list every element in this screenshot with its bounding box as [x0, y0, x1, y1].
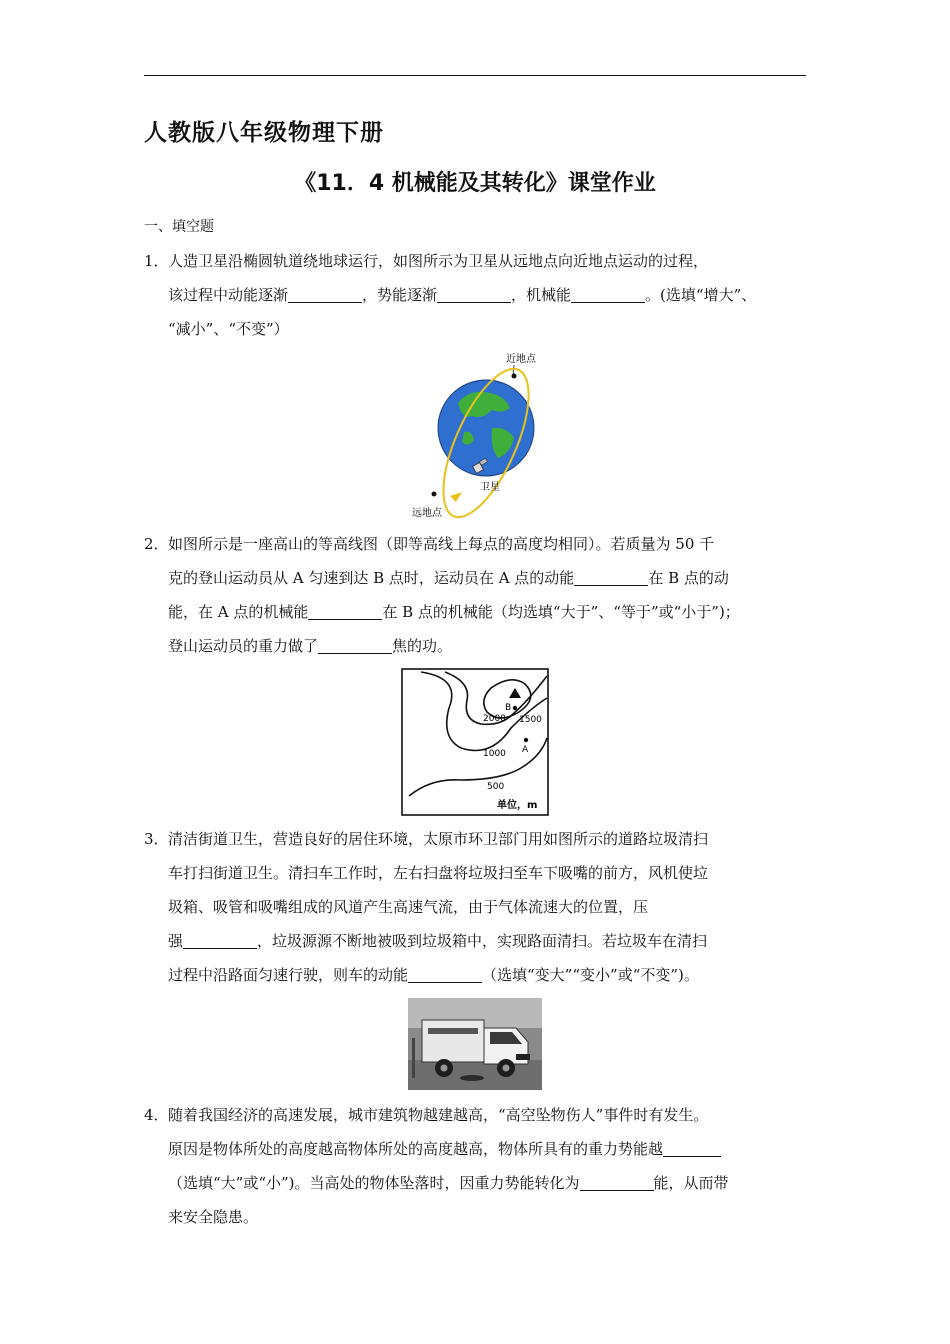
- question-line: 如图所示是一座高山的等高线图（即等高线上每点的高度均相同）。若质量为 50 千: [168, 535, 715, 553]
- contour-label-1000: 1000: [483, 749, 506, 759]
- answer-blank[interactable]: [580, 1172, 654, 1191]
- question-line: “减小”、“不变”）: [168, 320, 289, 338]
- question-line: 原因是物体所处的高度越高物体所处的高度越高，物体所具有的重力势能越: [168, 1132, 810, 1166]
- satellite-orbit-figure: [410, 348, 550, 520]
- document-subtitle: 《11．4 机械能及其转化》课堂作业: [294, 171, 656, 196]
- contour-label-2000: 2000: [483, 714, 506, 724]
- document-title: 人教版八年级物理下册: [144, 120, 384, 146]
- question-line: （选填“大”或“小”)。当高处的物体坠落时，因重力势能转化为 能，从而带: [168, 1174, 729, 1192]
- question-3: [144, 822, 810, 992]
- question-line: 圾箱、吸管和吸嘴组成的风道产生高速气流，由于气体流速大的位置，压: [168, 898, 649, 916]
- answer-blank[interactable]: [308, 601, 382, 620]
- question-line: 来安全隐患。: [168, 1208, 259, 1226]
- contour-map-figure: [401, 668, 549, 816]
- question-line: 克的登山运动员从 A 匀速到达 B 点时，运动员在 A 点的动能 在 B 点的动: [168, 569, 729, 587]
- section-label: 一、填空题: [144, 219, 214, 235]
- satellite-label: 卫星: [480, 482, 500, 493]
- contour-label-500: 500: [487, 782, 505, 792]
- point-a-marker: [524, 738, 528, 742]
- question-line: 车打扫街道卫生。清扫车工作时，左右扫盘将垃圾扫至车下吸嘴的前方，风机使垃: [168, 864, 709, 882]
- question-2: [144, 527, 810, 663]
- answer-blank[interactable]: [318, 635, 392, 654]
- far-point-label: 远地点: [412, 508, 442, 519]
- question-1: [144, 244, 810, 346]
- answer-blank[interactable]: [437, 284, 511, 303]
- question-line: 随着我国经济的高速发展，城市建筑物越建越高，“高空坠物伤人”事件时有发生。: [168, 1106, 709, 1124]
- near-point-label: 近地点: [506, 354, 536, 365]
- question-line: 清洁街道卫生，营造良好的居住环境，太原市环卫部门用如图所示的道路垃圾清扫: [168, 830, 709, 848]
- unit-label: 单位，m: [497, 800, 538, 811]
- answer-blank[interactable]: [574, 567, 648, 586]
- point-b-marker: [513, 706, 517, 710]
- question-number: 3．: [144, 830, 169, 848]
- truck-body: [422, 1020, 484, 1062]
- answer-blank[interactable]: [183, 930, 257, 949]
- answer-blank[interactable]: [408, 964, 482, 983]
- orbit-arrow-icon: [450, 492, 462, 502]
- question-number: 2．: [144, 535, 169, 553]
- answer-blank[interactable]: [571, 284, 645, 303]
- answer-blank[interactable]: [288, 284, 362, 303]
- street-sweeper-photo: [408, 998, 542, 1090]
- question-number: 1．: [144, 252, 169, 270]
- question-line: 过程中沿路面匀速行驶，则车的动能 （选填“变大”“变小”或“不变”)。: [168, 966, 699, 984]
- contour-label-1500: 1500: [519, 715, 542, 725]
- question-line: 能，在 A 点的机械能 在 B 点的机械能（均选填“大于”、“等于”或“小于”)；: [168, 603, 740, 621]
- point-a-label: A: [522, 745, 529, 755]
- header-rule: [144, 75, 806, 76]
- question-line: 强 ，垃圾源源不断地被吸到垃圾箱中，实现路面清扫。若垃圾车在清扫: [168, 932, 708, 950]
- answer-blank[interactable]: [663, 1138, 721, 1157]
- question-number: 4．: [144, 1106, 169, 1124]
- point-b-label: B: [505, 703, 512, 713]
- question-line: 该过程中动能逐渐 ，势能逐渐 ，机械能 。(选填“增大”、: [168, 286, 757, 304]
- question-line: 登山运动员的重力做了 焦的功。: [168, 637, 453, 655]
- question-line: 人造卫星沿椭圆轨道绕地球运行，如图所示为卫星从远地点向近地点运动的过程，: [168, 252, 709, 270]
- question-4: [144, 1098, 810, 1234]
